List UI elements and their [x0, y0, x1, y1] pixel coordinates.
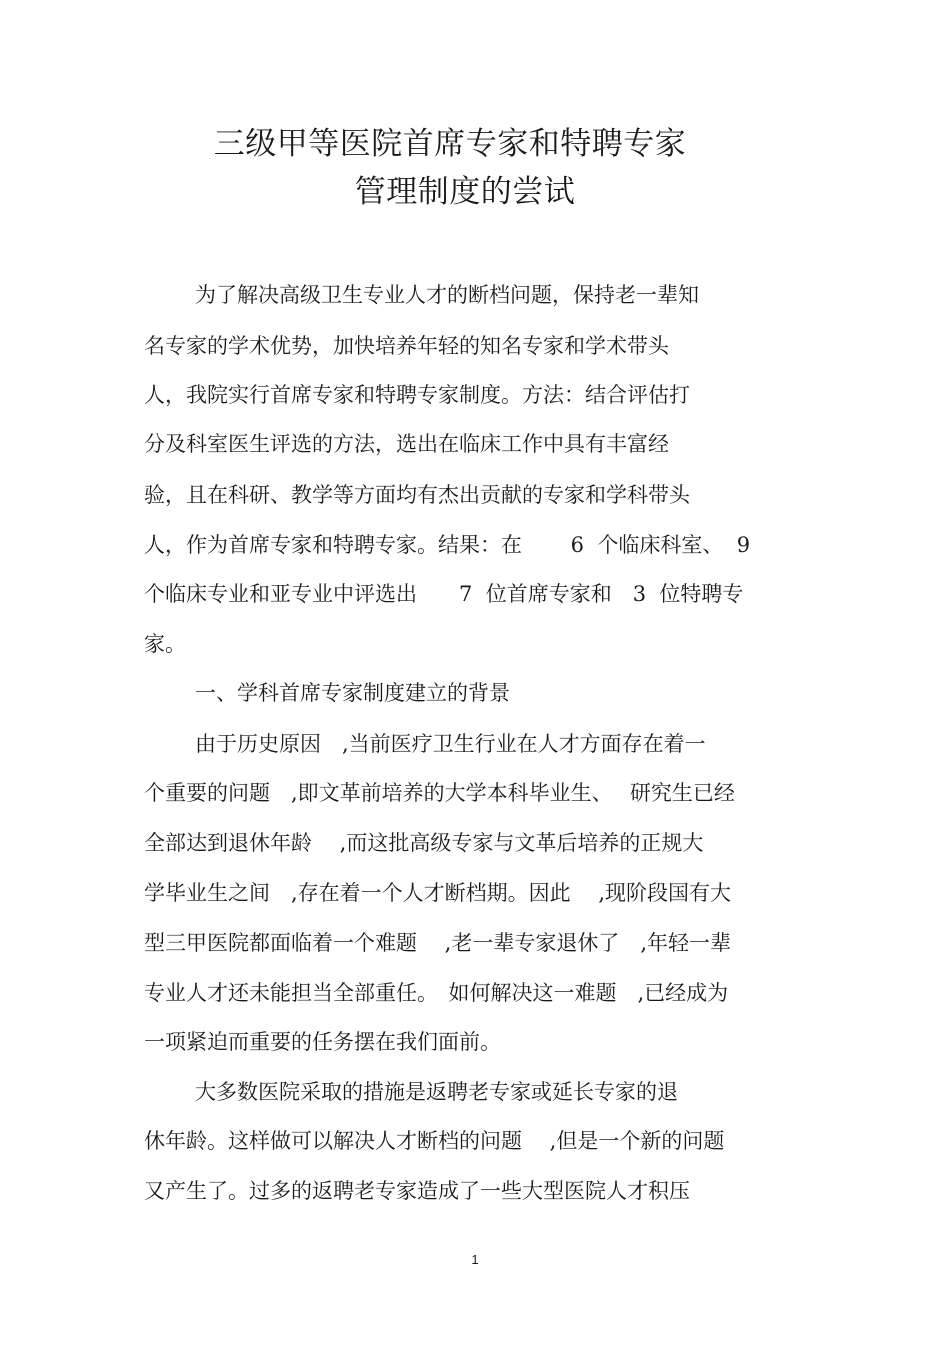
title-line-2: 管理制度的尝试 — [354, 174, 576, 210]
paragraph1-line: 全部达到退休年龄 ,而这批高级专家与文革后培养的正规大 — [144, 831, 704, 855]
paragraph1-line: 个重要的问题 ,即文革前培养的大学本科毕业生、 研究生已经 — [144, 781, 735, 805]
page-number: 1 — [471, 1252, 479, 1267]
abstract-line: 名专家的学术优势，加快培养年轻的知名专家和学术带头 — [144, 334, 669, 358]
abstract-line: 分及科室医生评选的方法，选出在临床工作中具有丰富经 — [144, 432, 669, 456]
abstract-line: 人，作为首席专家和特聘专家。结果：在 6 个临床科室、 9 — [144, 533, 751, 557]
abstract-line: 个临床专业和亚专业中评选出 7 位首席专家和 3 位特聘专 — [144, 582, 744, 606]
paragraph2-line: 休年龄。这样做可以解决人才断档的问题 ,但是一个新的问题 — [144, 1129, 725, 1153]
paragraph2-line: 大多数医院采取的措施是返聘老专家或延长专家的退 — [195, 1080, 678, 1104]
paragraph1-line: 一项紧迫而重要的任务摆在我们面前。 — [144, 1030, 501, 1054]
paragraph1-line: 由于历史原因 ,当前医疗卫生行业在人才方面存在着一 — [195, 732, 706, 756]
paragraph1-line: 学毕业生之间 ,存在着一个人才断档期。因此 ,现阶段国有大 — [144, 881, 732, 905]
abstract-line: 人，我院实行首席专家和特聘专家制度。方法：结合评估打 — [144, 383, 690, 407]
abstract-line: 验，且在科研、教学等方面均有杰出贡献的专家和学科带头 — [144, 483, 690, 507]
paragraph2-line: 又产生了。过多的返聘老专家造成了一些大型医院人才积压 — [144, 1179, 690, 1203]
section-heading: 一、学科首席专家制度建立的背景 — [195, 681, 510, 705]
abstract-line: 为了解决高级卫生专业人才的断档问题，保持老一辈知 — [195, 283, 699, 307]
paragraph1-line: 专业人才还未能担当全部重任。 如何解决这一难题 ,已经成为 — [144, 981, 729, 1005]
abstract-line: 家。 — [144, 632, 186, 656]
title-line-1: 三级甲等医院首席专家和特聘专家 — [213, 126, 687, 162]
paragraph1-line: 型三甲医院都面临着一个难题 ,老一辈专家退休了 ,年轻一辈 — [144, 931, 732, 955]
